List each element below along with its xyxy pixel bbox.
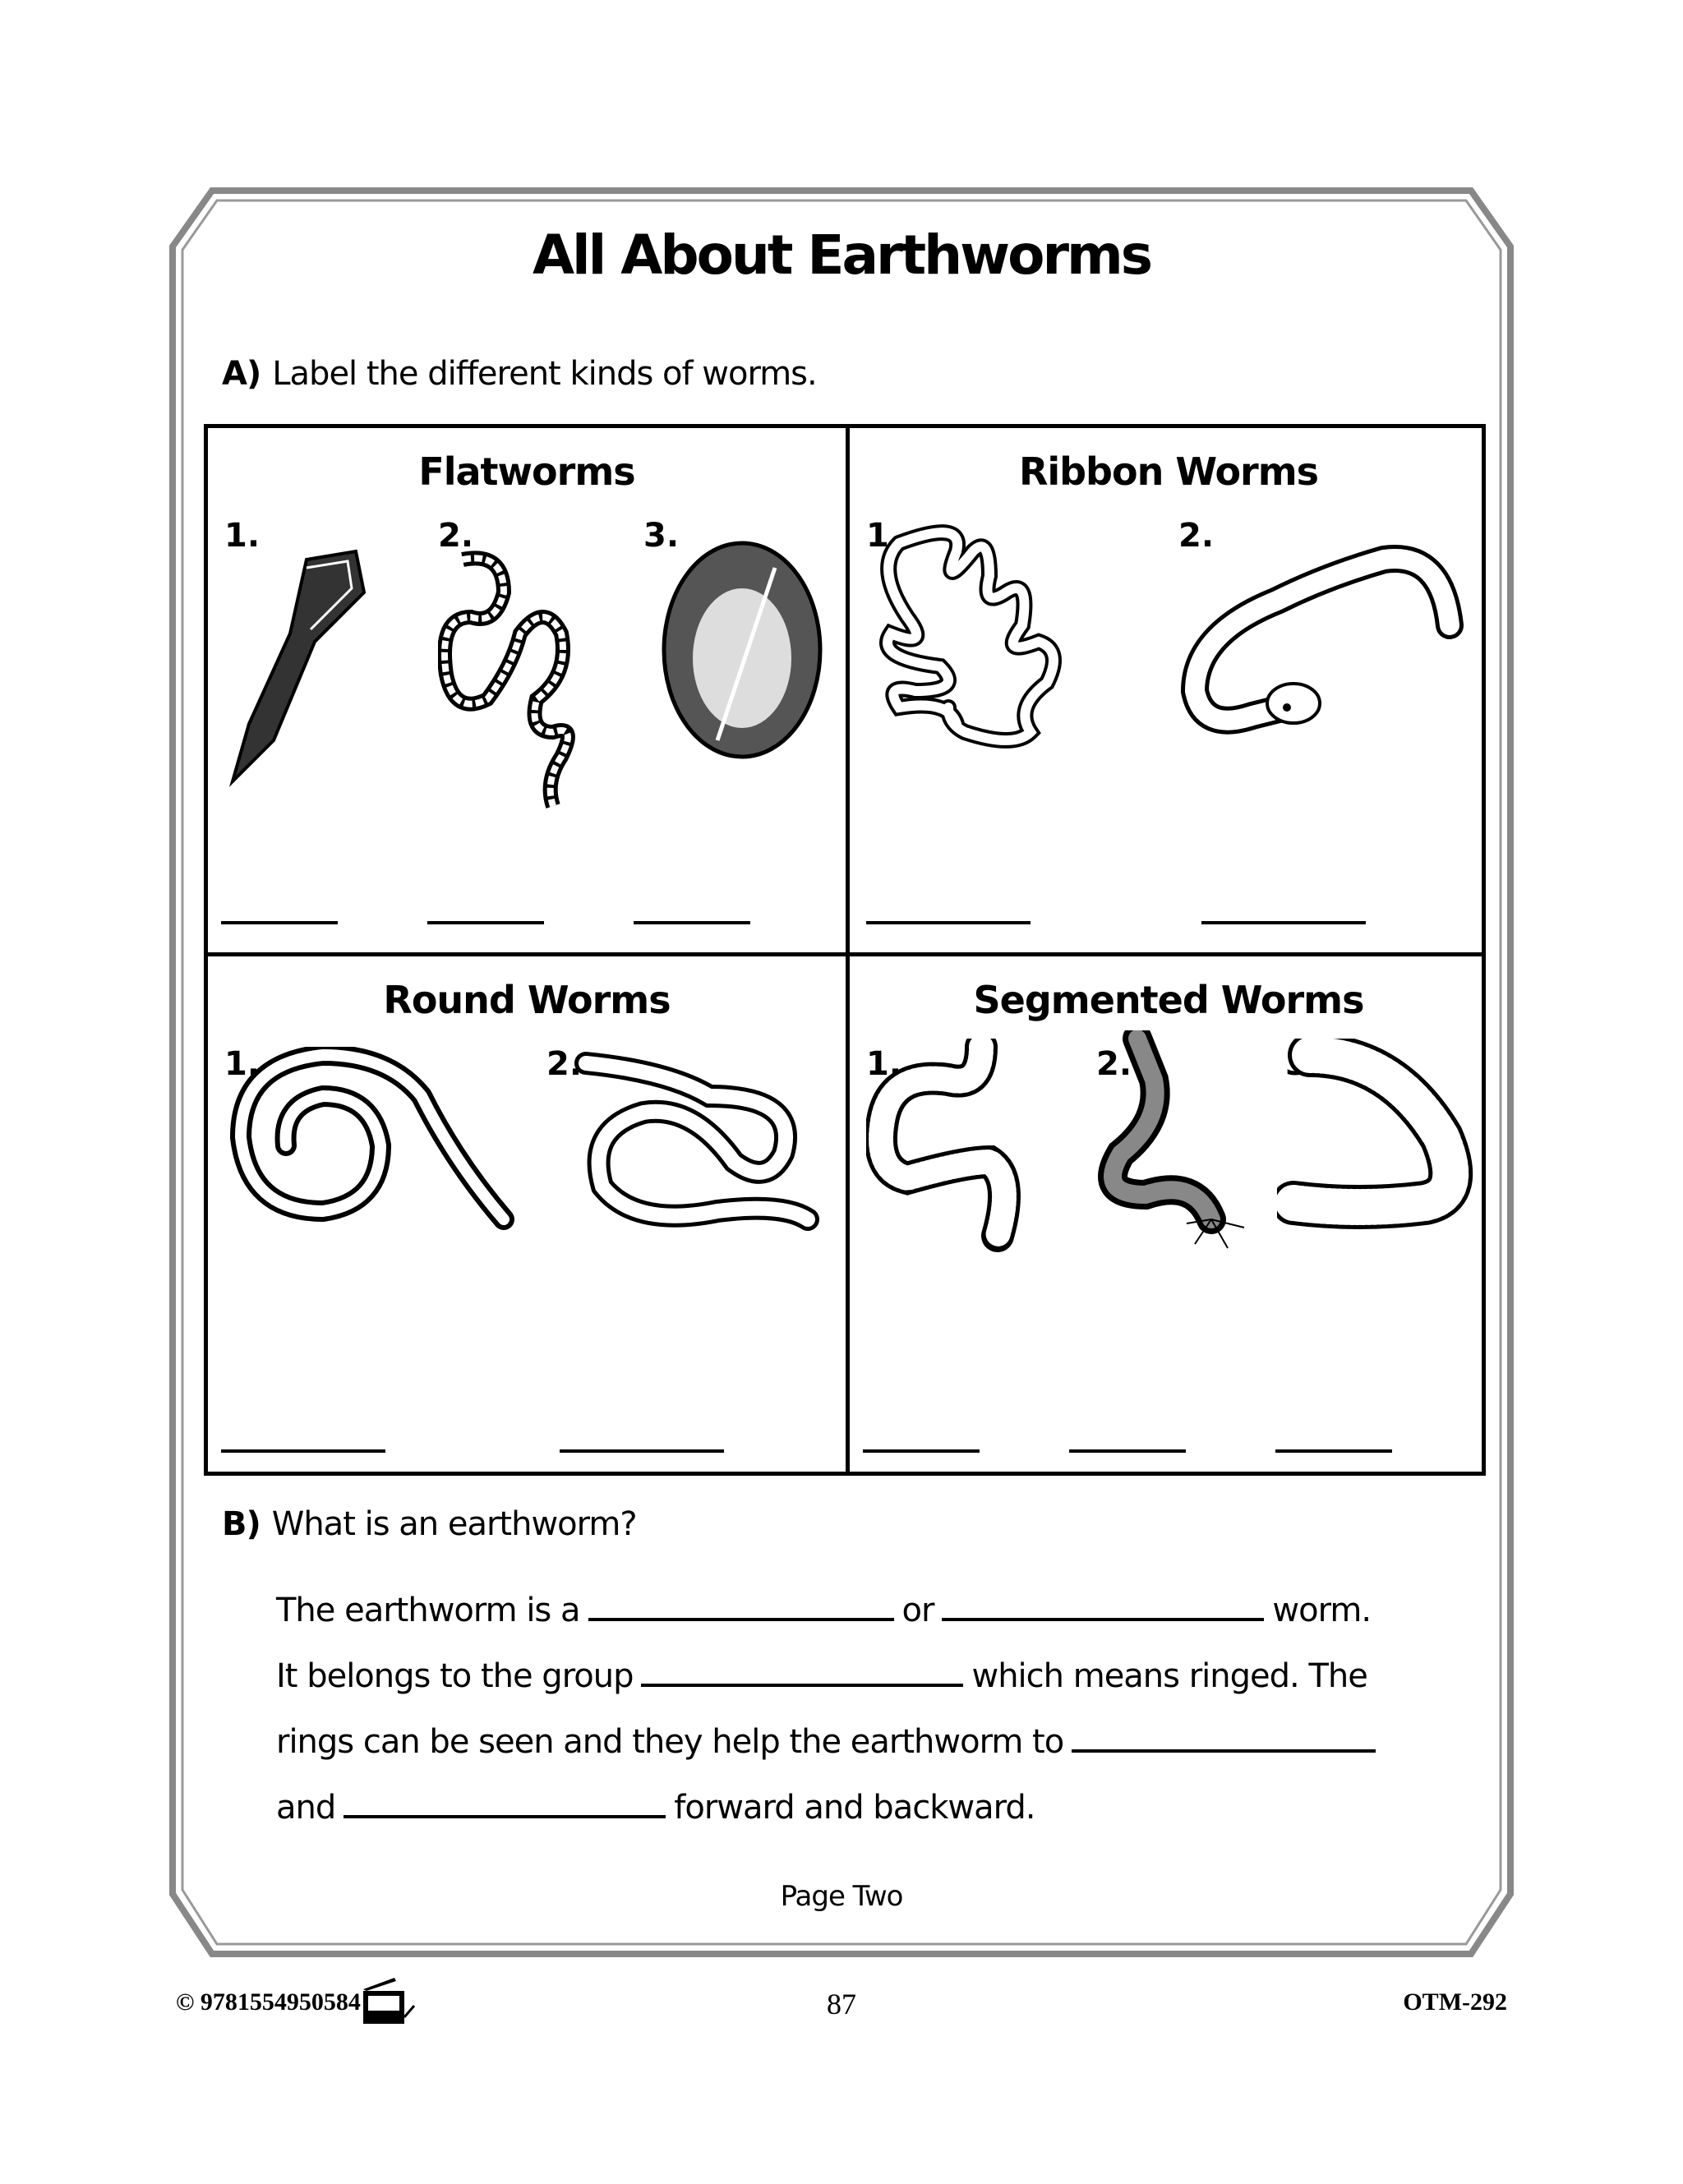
fill-in-line-4 <box>276 1787 1035 1827</box>
sentence-text: and <box>276 1789 336 1827</box>
group-title-ribbon-worms: Ribbon Worms <box>1018 449 1319 494</box>
sentence-text: which means ringed. The <box>971 1657 1367 1695</box>
answer-line[interactable] <box>634 921 750 924</box>
cell-round-worms <box>208 956 846 1481</box>
answer-line[interactable] <box>863 1449 980 1453</box>
fill-in-line-2 <box>276 1656 1367 1695</box>
page-label: Page Two <box>780 1880 903 1913</box>
answer-line[interactable] <box>560 1449 724 1453</box>
copyright-isbn: © 9781554950584 <box>176 1988 361 2016</box>
answer-line[interactable] <box>1069 1449 1186 1453</box>
blank-field[interactable] <box>1072 1721 1376 1753</box>
item-number: 2. <box>1178 517 1215 555</box>
ribbon-worm-illustration <box>1178 535 1474 749</box>
roundworm-spiral-illustration <box>224 1047 520 1236</box>
cell-flatworms <box>208 428 846 952</box>
section-a-heading <box>222 355 817 393</box>
group-title-round-worms: Round Worms <box>383 978 671 1022</box>
answer-line[interactable] <box>427 921 544 924</box>
blank-field[interactable] <box>588 1590 894 1621</box>
section-a-marker: A) <box>222 355 261 393</box>
cell-segmented-worms <box>850 956 1487 1481</box>
product-code: OTM-292 <box>1403 1988 1507 2016</box>
earthworm-illustration <box>866 1039 1080 1252</box>
ribbon-worm-coiled-illustration <box>866 518 1137 757</box>
item-number: 3. <box>643 517 680 555</box>
item-number: 1. <box>224 1045 261 1083</box>
item-number: 3. <box>1285 1045 1321 1083</box>
group-title-segmented-worms: Segmented Worms <box>973 978 1364 1022</box>
sentence-text: The earthworm is a <box>276 1592 580 1629</box>
item-number: 2. <box>546 1045 583 1083</box>
blank-field[interactable] <box>344 1787 666 1818</box>
blank-field[interactable] <box>942 1590 1264 1621</box>
section-b-heading <box>222 1505 637 1543</box>
leech-illustration <box>1277 1039 1482 1244</box>
worm-grid <box>204 424 1486 1476</box>
section-b-question: What is an earthworm? <box>271 1505 637 1543</box>
sentence-text: or <box>901 1592 934 1629</box>
sentence-text: It belongs to the group <box>276 1657 634 1695</box>
tapeworm-illustration <box>438 543 619 814</box>
item-number: 1. <box>866 517 902 555</box>
cell-ribbon-worms <box>850 428 1487 952</box>
bristle-worm-illustration <box>1088 1030 1277 1252</box>
item-number: 1. <box>224 517 261 555</box>
fill-in-line-3 <box>276 1721 1384 1761</box>
group-title-flatworms: Flatworms <box>418 449 635 494</box>
sentence-text: worm. <box>1272 1592 1372 1629</box>
section-b-marker: B) <box>222 1505 261 1543</box>
answer-line[interactable] <box>866 921 1031 924</box>
page-title: All About Earthworms <box>532 223 1151 287</box>
item-number: 2. <box>1096 1045 1132 1083</box>
answer-line[interactable] <box>221 1449 385 1453</box>
page-number: 87 <box>827 1988 856 2020</box>
sentence-text: forward and backward. <box>674 1789 1035 1827</box>
blank-field[interactable] <box>641 1656 963 1687</box>
fluke-illustration <box>652 535 832 773</box>
item-number: 1. <box>866 1045 902 1083</box>
answer-line[interactable] <box>1201 921 1366 924</box>
section-a-instruction: Label the different kinds of worms. <box>272 355 817 393</box>
roundworm-illustration <box>569 1047 841 1244</box>
item-number: 2. <box>438 517 474 555</box>
planarian-illustration <box>224 543 422 790</box>
fill-in-line-1 <box>276 1590 1371 1629</box>
answer-line[interactable] <box>1275 1449 1392 1453</box>
answer-line[interactable] <box>221 921 338 924</box>
sentence-text: rings can be seen and they help the earthworm to <box>276 1723 1064 1761</box>
